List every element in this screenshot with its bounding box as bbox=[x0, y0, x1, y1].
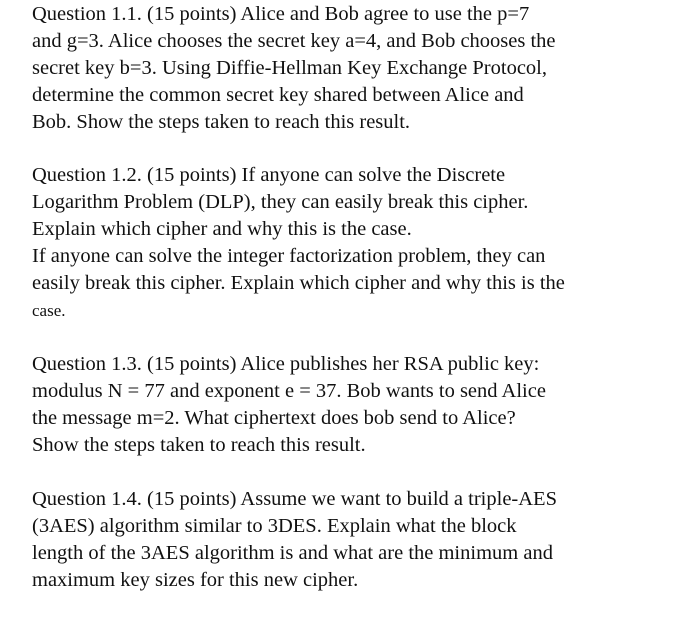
question-text-line: Show the steps taken to reach this result. bbox=[32, 434, 366, 456]
question-text-line: Question 1.4. (15 points) Assume we want to build a triple-AES bbox=[32, 488, 557, 510]
question-text-line: Question 1.1. (15 points) Alice and Bob agree to use the p=7 bbox=[32, 3, 530, 25]
question-text-line: Logarithm Problem (DLP), they can easily break this cipher. bbox=[32, 191, 529, 213]
question-text-line: maximum key sizes for this new cipher. bbox=[32, 569, 359, 591]
question-text-line: determine the common secret key shared between Alice and bbox=[32, 84, 524, 106]
question-text-line: and g=3. Alice chooses the secret key a=4, and Bob chooses the bbox=[32, 30, 556, 52]
question-text-line: If anyone can solve the integer factorization problem, they can bbox=[32, 245, 546, 267]
question-text-line: Explain which cipher and why this is the case. bbox=[32, 218, 412, 240]
question-text-line: Bob. Show the steps taken to reach this result. bbox=[32, 111, 411, 133]
question-text-line: Question 1.2. (15 points) If anyone can solve the Discrete bbox=[32, 164, 506, 186]
question-1-4 bbox=[32, 486, 672, 594]
question-text-line: secret key b=3. Using Diffie-Hellman Key Exchange Protocol, bbox=[32, 57, 547, 79]
question-1-3 bbox=[32, 351, 672, 459]
question-text-line: case. bbox=[32, 301, 66, 320]
question-text-line: modulus N = 77 and exponent e = 37. Bob wants to send Alice bbox=[32, 380, 546, 402]
question-text-line: easily break this cipher. Explain which cipher and why this is the bbox=[32, 272, 565, 294]
question-text-line: (3AES) algorithm similar to 3DES. Explain what the block bbox=[32, 515, 517, 537]
question-text-line: the message m=2. What ciphertext does bob send to Alice? bbox=[32, 407, 516, 429]
question-text-line: length of the 3AES algorithm is and what are the minimum and bbox=[32, 542, 553, 564]
question-1-2 bbox=[32, 162, 672, 324]
question-1-1 bbox=[32, 1, 672, 136]
question-text-line: Question 1.3. (15 points) Alice publishes her RSA public key: bbox=[32, 353, 540, 375]
